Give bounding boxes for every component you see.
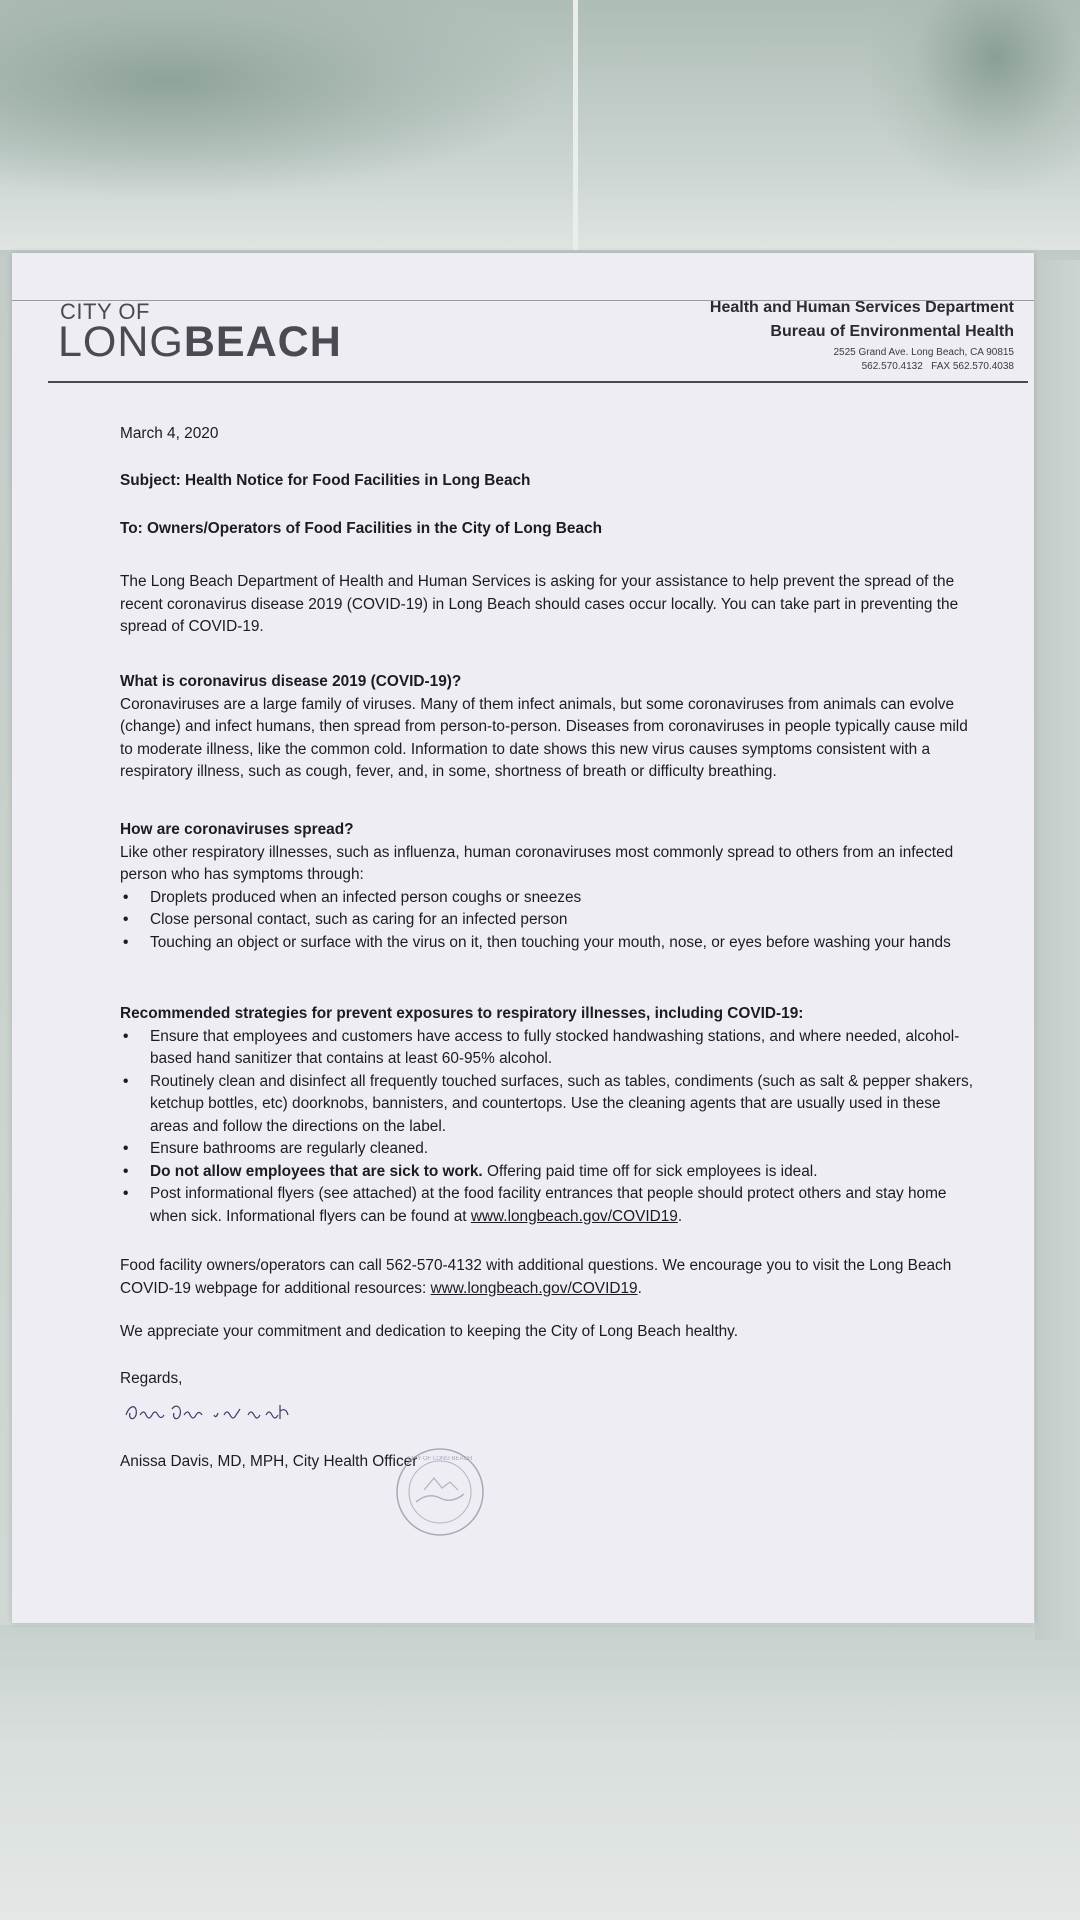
list-item: • Touching an object or surface with the virus on it, then touching your mouth, nose, or eyes before washing your hands — [150, 932, 975, 955]
bureau-name: Bureau of Environmental Health — [770, 323, 1014, 340]
svg-text:CITY OF LONG BEACH: CITY OF LONG BEACH — [407, 1456, 473, 1462]
letter-subject: Subject: Health Notice for Food Facilities in Long Beach — [120, 472, 531, 489]
list-item: • Routinely clean and disinfect all frequently touched surfaces, such as tables, condiments (such as salt & pepper shakers, ketchup bottles, etc) doorknobs, bannisters, and countertops. Use the cleaning agents that are usually used in these areas and follow the directions on the label. — [150, 1071, 975, 1139]
address: 2525 Grand Ave. Long Beach, CA 90815 — [833, 347, 1014, 358]
section-what-is-covid — [120, 671, 975, 784]
logo-beach: BEACH — [183, 318, 342, 366]
phone-fax — [862, 361, 1014, 372]
item-text: Offering paid time off for sick employees is ideal. — [482, 1162, 818, 1180]
list-item — [150, 1183, 975, 1228]
appreciation-line: We appreciate your commitment and dedication to keeping the City of Long Beach healthy. — [120, 1323, 738, 1340]
list-item: • Ensure that employees and customers have access to fully stocked handwashing stations, and where needed, alcohol-based hand sanitizer that contains at least 60-95% alcohol. — [150, 1026, 975, 1071]
closing-end: . — [637, 1279, 642, 1297]
closing-text: Food facility owners/operators can call 562-570-4132 with additional questions. We encourage you to visit the Long Beach COVID-19 webpage for additional resources: — [120, 1257, 952, 1297]
section-strategies — [120, 1003, 975, 1228]
covid-link[interactable]: www.longbeach.gov/COVID19 — [430, 1279, 638, 1297]
window-bottom — [0, 1625, 1080, 1920]
logo-long-beach — [58, 318, 342, 366]
list-item — [150, 1161, 975, 1184]
strategies-list — [120, 1026, 975, 1229]
list-item: • Close personal contact, such as caring for an infected person — [150, 909, 975, 932]
item-end: . — [677, 1207, 683, 1225]
logo-city-of: CITY OF — [60, 299, 150, 324]
handwritten-signature — [124, 1401, 304, 1433]
tree-reflection — [0, 0, 560, 200]
letter-date: March 4, 2020 — [120, 425, 219, 442]
letter-recipients: To: Owners/Operators of Food Facilities in the City of Long Beach — [120, 520, 602, 537]
closing-paragraph — [120, 1255, 975, 1300]
department-name: Health and Human Services Department — [709, 299, 1014, 316]
phone: 562.570.4132 — [861, 361, 923, 372]
fax: FAX 562.570.4038 — [931, 361, 1014, 372]
window-frame — [573, 0, 578, 250]
list-item: • Droplets produced when an infected person coughs or sneezes — [150, 887, 975, 910]
list-item: • Ensure bathrooms are regularly cleaned. — [150, 1138, 975, 1161]
bold-text: Do not allow employees that are sick to work. — [150, 1162, 483, 1180]
signature-scribble — [124, 1401, 304, 1425]
tree-reflection-right — [870, 0, 1080, 190]
covid-link[interactable]: www.longbeach.gov/COVID19 — [470, 1207, 678, 1225]
item-text: Post informational flyers (see attached) at the food facility entrances that people should protect others and stay home when sick. Informational flyers can be found at — [150, 1185, 947, 1225]
city-seal-stamp — [394, 1446, 486, 1538]
section-text: Coronaviruses are a large family of viruses. Many of them infect animals, but some coronaviruses from animals can evolve (change) and infect humans, then spread from person-to-person. Diseases from coronaviruses in people typically cause mild to moderate illness, like the common cold. Information to date shows this new virus causes symptoms consistent with a respiratory illness, such as cough, fever, and, in some, shortness of breath or difficulty breathing. — [120, 695, 968, 780]
section-heading: How are coronaviruses spread? — [120, 821, 354, 838]
spread-list — [120, 887, 975, 955]
letter-page — [12, 253, 1034, 1623]
logo-long: LONG — [58, 318, 184, 366]
intro-paragraph: The Long Beach Department of Health and Human Services is asking for your assistance to help prevent the spread of the recent coronavirus disease 2019 (COVID-19) in Long Beach should cases occur locally. You can take part in preventing the spread of COVID-19. — [120, 573, 959, 635]
window-edge — [1035, 260, 1080, 1640]
section-text: Like other respiratory illnesses, such as influenza, human coronaviruses most commonly spread to others from an infected person who has symptoms through: — [120, 843, 954, 883]
letterhead-rule — [48, 381, 1028, 383]
section-how-spread — [120, 819, 975, 954]
section-heading: What is coronavirus disease 2019 (COVID-19)? — [120, 673, 462, 690]
regards-line: Regards, — [120, 1370, 183, 1387]
section-heading: Recommended strategies for prevent exposures to respiratory illnesses, including COVID-19: — [120, 1005, 804, 1022]
signer-name: Anissa Davis, MD, MPH, City Health Officer — [120, 1453, 418, 1470]
